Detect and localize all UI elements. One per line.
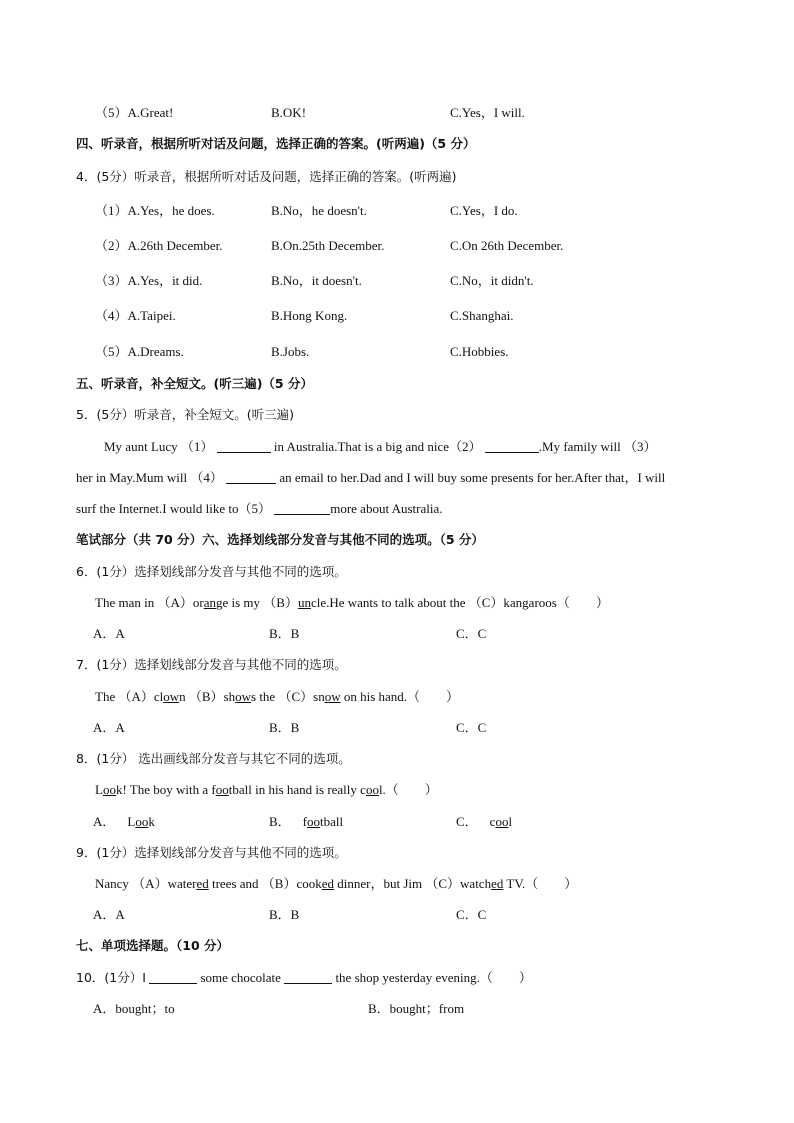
q4-item-3 [95,273,202,289]
passage-text: more about Australia. [330,501,443,516]
q6-option-c[interactable]: C．C [456,626,487,641]
question-10-sentence [76,970,532,986]
q4-item-1 [95,203,215,219]
sentence-text: trees and （B）cook [208,876,322,891]
underlined-part: ed [491,876,504,891]
passage-line-3 [76,501,443,517]
blank-1[interactable] [217,440,271,453]
sentence-text: ge is my （B） [215,595,298,610]
option-a: A.Yes，he does. [127,203,215,218]
q4-item-2-option-c: C.On 26th December. [450,238,564,253]
option-b: B.OK! [271,105,307,120]
question-6-sentence [95,595,609,611]
item-number: （1） [95,203,128,218]
q4-item-1-option-b: B.No，he doesn't. [271,203,367,218]
sentence-text: sn [313,689,325,704]
underlined-part: un [297,595,311,610]
sentence-text: s the （C） [251,689,314,704]
item-number: （4） [95,308,128,323]
q4-item-5 [95,344,184,360]
q4-item-2 [95,238,222,254]
sentence-text: some chocolate [200,970,281,985]
sentence-text: cle.He wants to talk about the （C） [310,595,504,610]
option-label: A． [93,814,116,829]
q4-item-4-option-b: B.Hong Kong. [271,308,348,323]
option-text: f [302,814,308,829]
sentence-text: The man in （A） [95,595,193,610]
question-7-sentence [95,689,459,705]
option-label: C． [456,814,478,829]
underlined-part: oo [215,782,229,797]
blank-q10-2[interactable] [284,971,332,984]
passage-text: .My family will （3） [538,439,657,454]
q4-item-2-option-b: B.On.25th December. [271,238,385,253]
sentence-text: kan [503,595,523,610]
section-4-title: 四、听录音，根据所听对话及问题，选择正确的答案。(听两遍)（5 分） [76,136,476,151]
passage-text: My aunt Lucy （1） [104,439,214,454]
section-6-title: 笔试部分（共 70 分）六、选择划线部分发音与其他不同的选项。（5 分） [76,532,484,547]
option-text: l [508,814,513,829]
question-7-header: 7．(1分）选择划线部分发音与其他不同的选项。 [76,657,347,672]
underlined-part: an [203,595,216,610]
blank-4[interactable] [226,471,276,484]
underlined-part: ow [235,689,252,704]
question-6-header: 6．(1分）选择划线部分发音与其他不同的选项。 [76,564,347,579]
q9-option-a[interactable]: A．A [93,907,125,922]
sentence-text: TV.（ ） [503,876,578,891]
option-text: tball [320,814,344,829]
option-a: A.Yes，it did. [127,273,203,288]
q4-item-4 [95,308,176,324]
underlined-part: oo [495,814,509,829]
q10-option-b[interactable]: B．bought；from [368,1001,465,1016]
option-a: A.Dreams. [127,344,184,359]
underlined-part: ed [196,876,209,891]
q7-option-b[interactable]: B．B [269,720,300,735]
q8-option-a[interactable] [93,814,155,830]
question-9-sentence [95,876,577,892]
sentence-text: or [192,595,204,610]
section-7-title: 七、单项选择题。（10 分） [76,938,229,953]
underlined-part: oo [307,814,321,829]
q6-option-b[interactable]: B．B [269,626,300,641]
sentence-text: L [95,782,103,797]
passage-text: surf the Internet.I would like to（5） [76,501,271,516]
option-c: C.Yes，I will. [450,105,525,120]
q9-option-c[interactable]: C．C [456,907,487,922]
blank-2[interactable] [485,440,539,453]
option-text: c [489,814,496,829]
sentence-text: The （A） [95,689,154,704]
q4-item-4-option-c: C.Shanghai. [450,308,514,323]
q4-item-3-option-c: C.No，it didn't. [450,273,534,288]
item-number: （5） [95,105,128,120]
underlined-part: oo [365,782,379,797]
underlined-part: ow [163,689,180,704]
sentence-text: k! The boy with a f [115,782,216,797]
underlined-part: ed [321,876,335,891]
q4-item-1-option-c: C.Yes，I do. [450,203,518,218]
q8-option-b[interactable] [269,814,343,830]
question-5-header: 5．(5分）听录音，补全短文。(听三遍) [76,407,295,422]
question-9-header: 9．(1分）选择划线部分发音与其他不同的选项。 [76,845,347,860]
q10-option-a[interactable]: A．bought；to [93,1001,175,1016]
q4-item-3-option-b: B.No，it doesn't. [271,273,362,288]
option-text: L [127,814,136,829]
option-row-prev-5 [95,105,173,121]
sentence-text: l.（ ） [378,782,438,797]
sentence-text: cl [153,689,164,704]
q7-option-a[interactable]: A．A [93,720,125,735]
question-8-sentence [95,782,438,798]
sentence-text: sh [223,689,236,704]
blank-5[interactable] [274,502,330,515]
question-4-header: 4．(5分）听录音，根据所听对话及问题，选择正确的答案。(听两遍) [76,169,457,184]
item-number: （2） [95,238,128,253]
q4-item-5-option-c: C.Hobbies. [450,344,509,359]
passage-line-2 [76,470,665,486]
sentence-text: on his hand.（ ） [340,689,460,704]
option-a: A.26th December. [127,238,223,253]
q8-option-c[interactable] [456,814,512,830]
section-5-title: 五、听录音，补全短文。(听三遍)（5 分） [76,376,313,391]
passage-line-1 [104,439,656,455]
underlined-part: oo [102,782,116,797]
question-10-header: 10．(1分）I [76,970,146,985]
sentence-text: the shop yesterday evening.（ ） [335,970,532,985]
sentence-text: tball in his hand is really c [228,782,366,797]
underlined-part: oo [135,814,149,829]
sentence-text: garoos（ ） [522,595,609,610]
sentence-text: n （B） [179,689,224,704]
sentence-text: Nancy （A）water [95,876,197,891]
q9-option-b[interactable]: B．B [269,907,300,922]
option-label: B． [269,814,291,829]
item-number: （3） [95,273,128,288]
item-number: （5） [95,344,128,359]
q7-option-c[interactable]: C．C [456,720,487,735]
underlined-part: ow [324,689,341,704]
blank-q10-1[interactable] [149,971,197,984]
question-8-header: 8．(1分） 选出画线部分发音与其它不同的选项。 [76,751,351,766]
passage-text: an email to her.Dad and I will buy some presents for her.After that，I will [279,470,666,485]
q6-option-a[interactable]: A．A [93,626,125,641]
sentence-text: dinner，but Jim （C）watch [334,876,492,891]
option-a: A.Taipei. [127,308,176,323]
passage-text: her in May.Mum will （4） [76,470,223,485]
option-a: A.Great! [127,105,174,120]
option-text: k [148,814,155,829]
q4-item-5-option-b: B.Jobs. [271,344,310,359]
passage-text: in Australia.That is a big and nice（2） [273,439,482,454]
